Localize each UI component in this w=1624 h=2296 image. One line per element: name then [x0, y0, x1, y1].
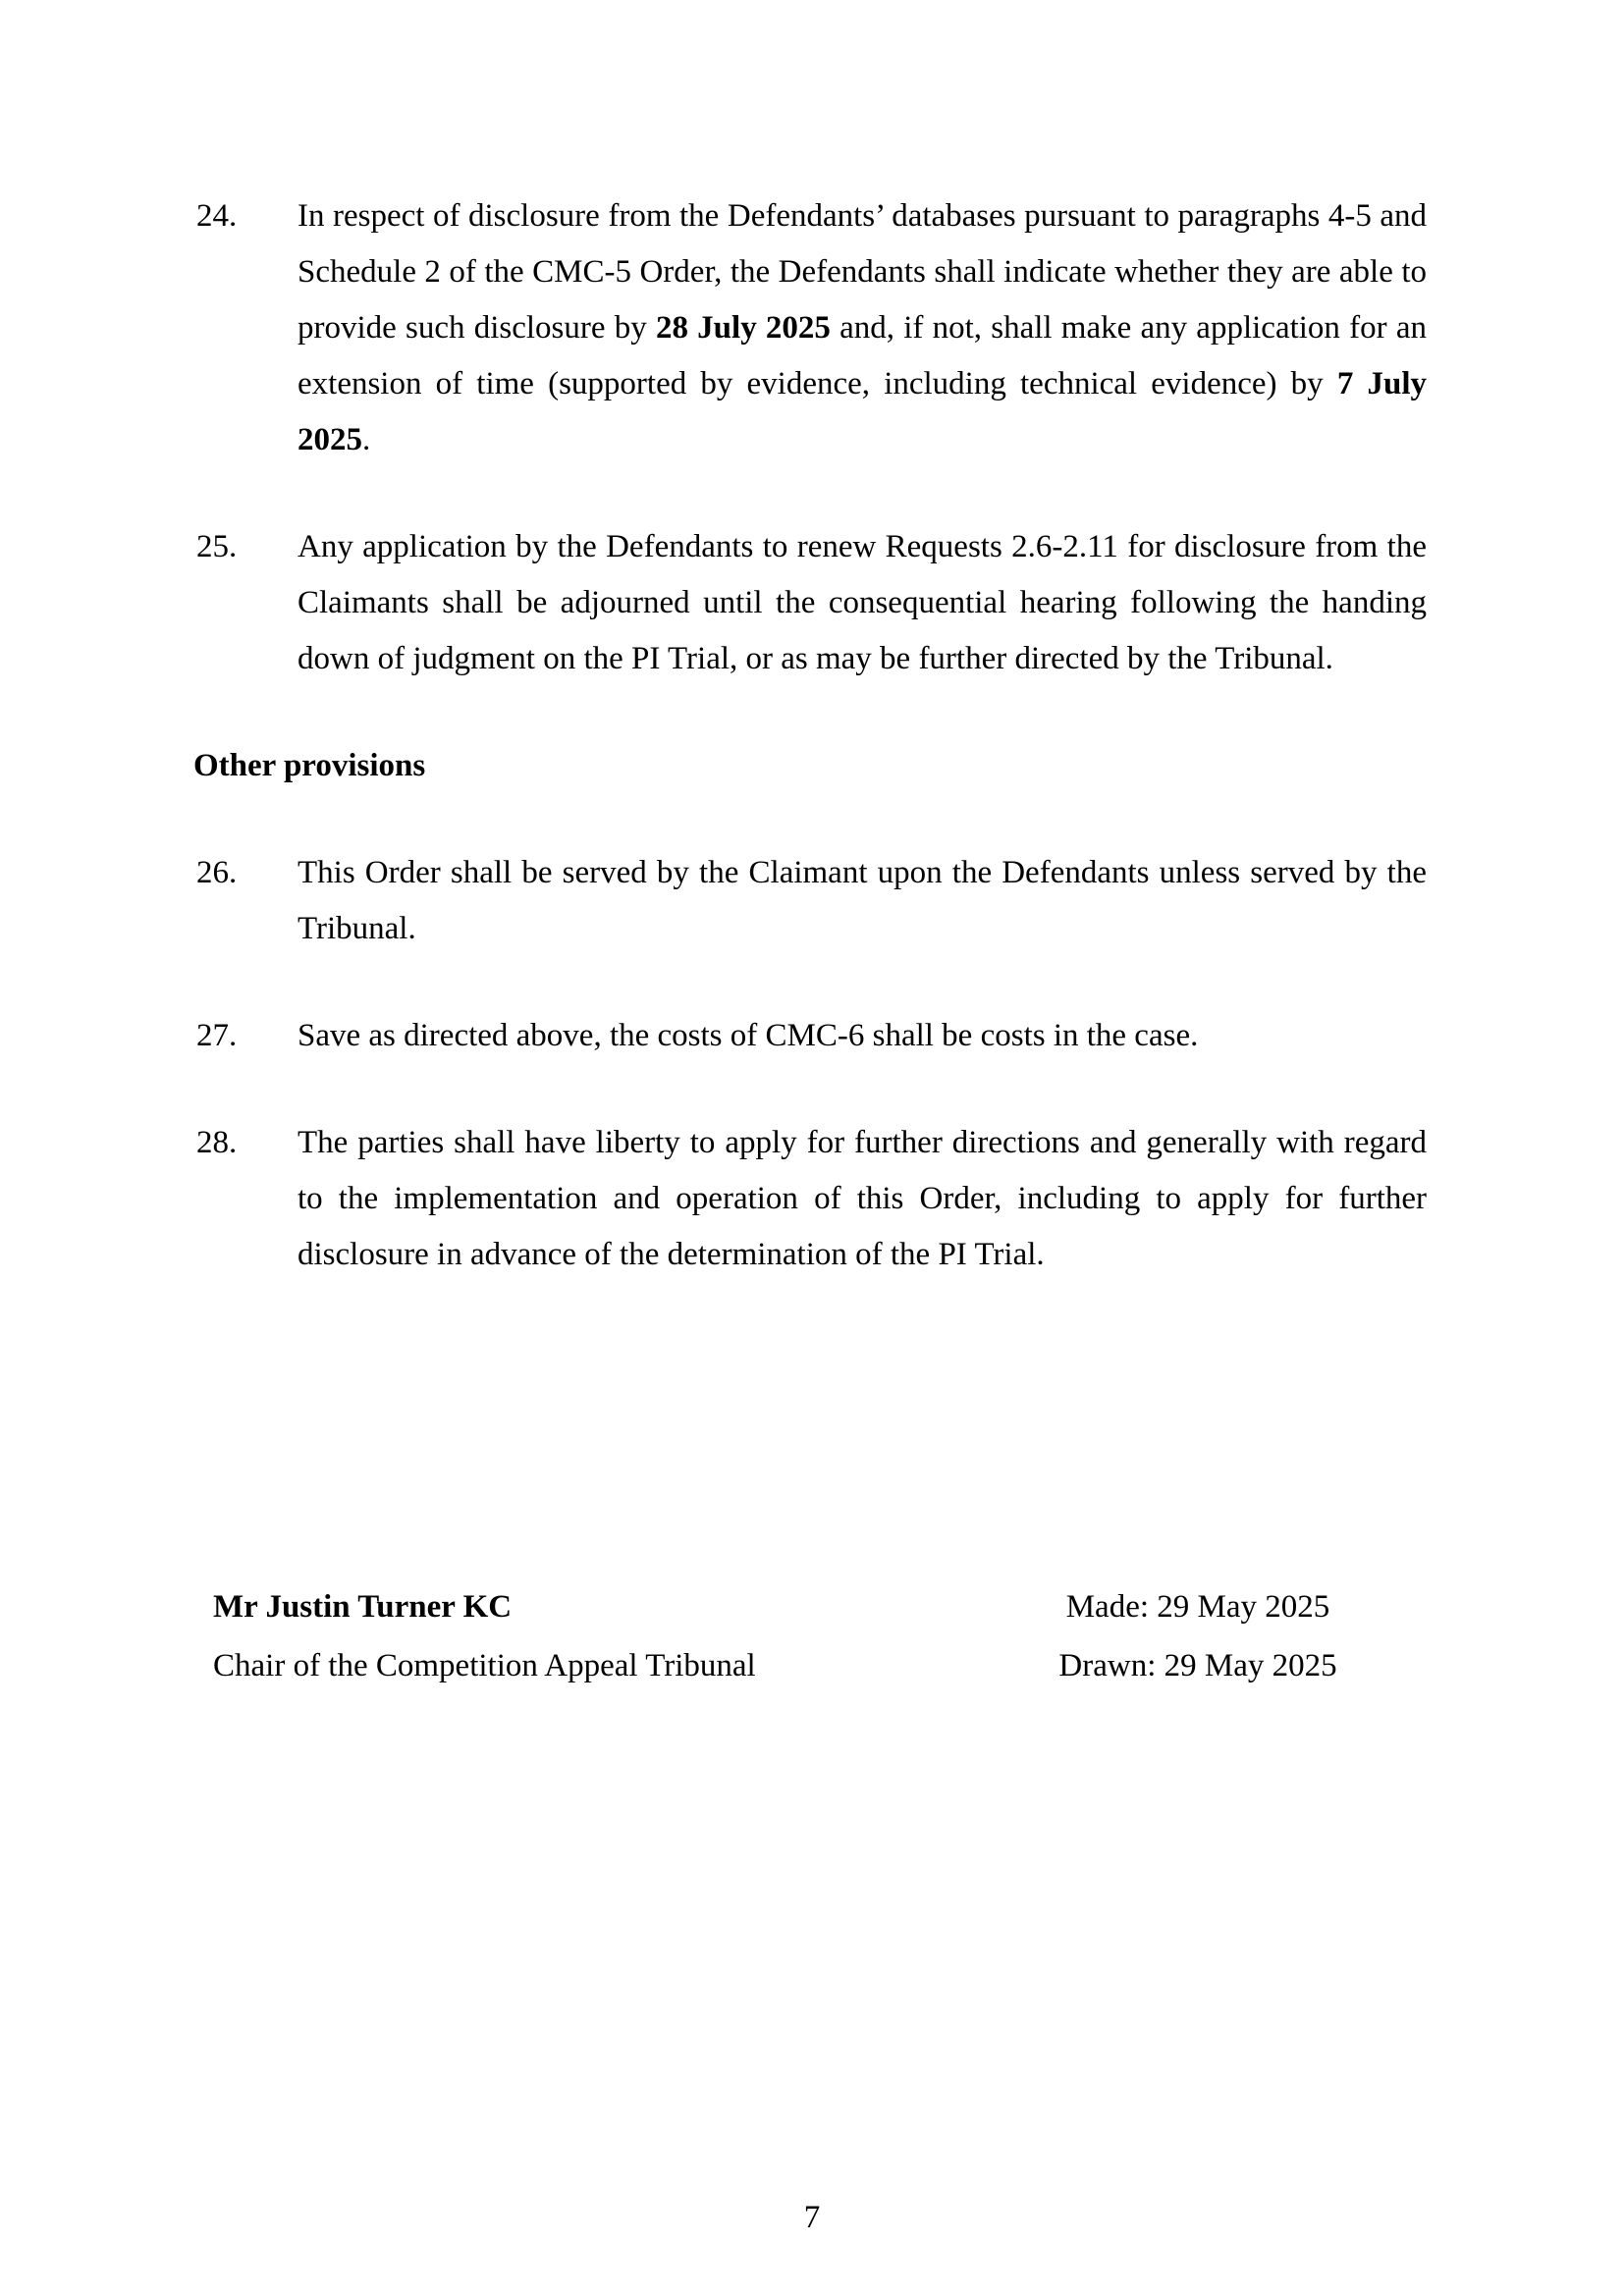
- paragraph-number: 26.: [196, 855, 238, 890]
- paragraph-number: 24.: [196, 198, 238, 234]
- signatory-name: Mr Justin Turner KC: [213, 1589, 513, 1625]
- paragraph-number: 25.: [196, 529, 238, 564]
- made-date: Made: 29 May 2025: [1065, 1589, 1330, 1625]
- order-paragraph: [196, 1115, 1427, 1283]
- signatory: [213, 1577, 756, 1695]
- order-paragraph: [196, 1008, 1427, 1064]
- order-paragraph: [196, 519, 1427, 687]
- paragraph-number: 27.: [196, 1018, 238, 1053]
- page-number: 7: [803, 2200, 821, 2235]
- signatory-title: Chair of the Competition Appeal Tribunal: [213, 1648, 756, 1683]
- paragraph-number: 28.: [196, 1125, 238, 1160]
- paragraph-text: Any application by the Defendants to renew Requests 2.6-2.11 for disclosure from the Claimants shall be adjourned until the consequential hearing following the handing down of judgment on the PI Trial, or as may be further directed by the Tribunal.: [298, 529, 1427, 676]
- paragraph-text: The parties shall have liberty to apply for further directions and generally with regard to the implementation and operation of this Order, including to apply for further disclosure in advance of the determination of the PI Trial.: [298, 1125, 1427, 1272]
- order-dates: [1041, 1577, 1355, 1695]
- order-paragraph: [196, 188, 1427, 468]
- paragraph-text: In respect of disclosure from the Defendants’ databases pursuant to paragraphs 4-5 and Schedule 2 of the CMC-5 Order, the Defendants shall indicate whether they are able to provide such disclosure by 28 July 2025 and, if not, shall make any application for an extension of time (supported by evidence, including technical evidence) by 7 July 2025.: [298, 198, 1427, 457]
- section-heading: Other provisions: [193, 748, 426, 783]
- paragraph-text: Save as directed above, the costs of CMC-6 shall be costs in the case.: [298, 1018, 1199, 1053]
- paragraph-text: This Order shall be served by the Claimant upon the Defendants unless served by the Tribunal.: [298, 855, 1427, 946]
- order-paragraphs-bottom: [0, 845, 1624, 1283]
- order-paragraph: [196, 845, 1427, 957]
- drawn-date: Drawn: 29 May 2025: [1058, 1648, 1337, 1683]
- order-paragraphs-top: [0, 188, 1624, 687]
